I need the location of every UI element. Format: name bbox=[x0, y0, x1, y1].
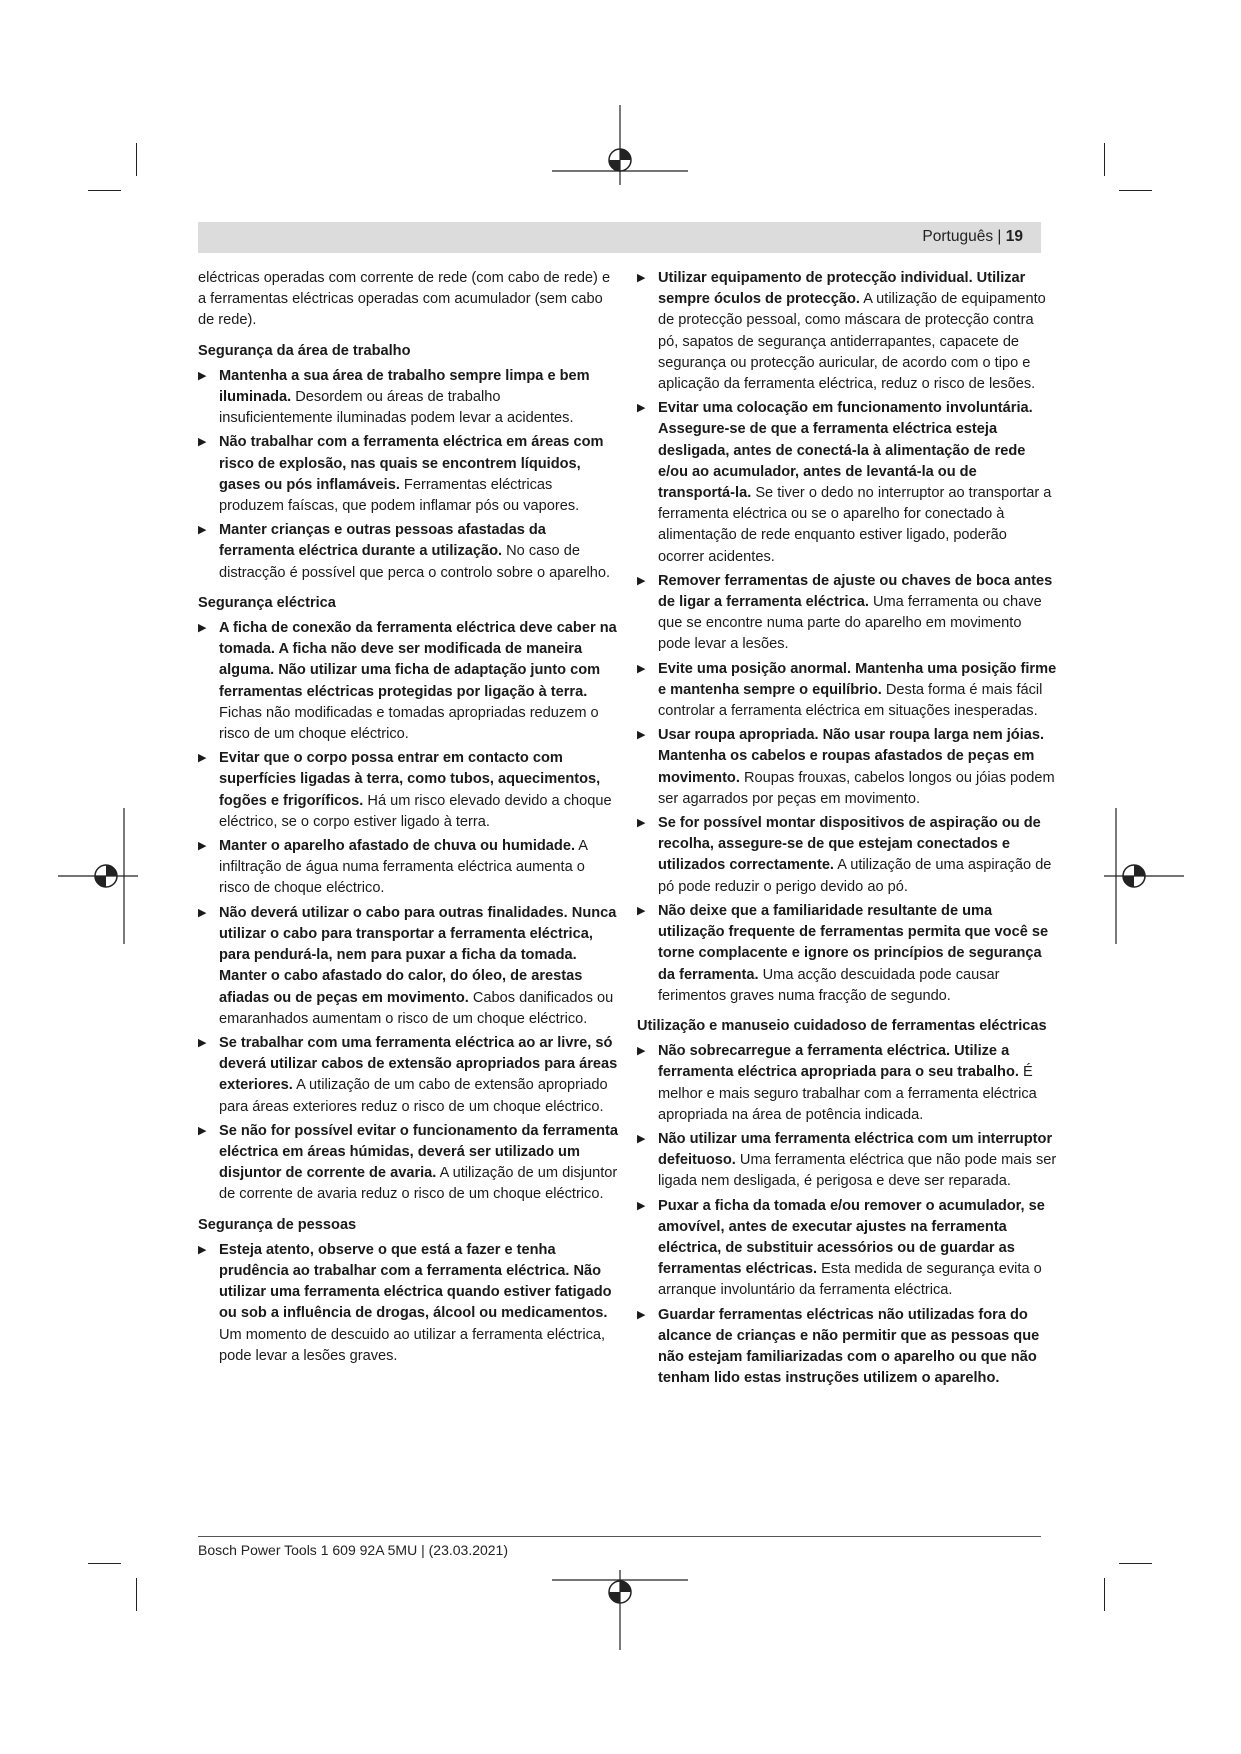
registration-mark-icon bbox=[1104, 808, 1184, 944]
list-item: ▶ Não deverá utilizar o cabo para outras finalidades. Nunca utilizar o cabo para transportar a ferramenta eléctrica, para pendurá-la, nem para puxar a ficha da tomada. Manter o cabo afastado do calor, do óleo, de arestas afiadas ou de peças em movimento. Cabos danificados ou emaranhados aumentam o risco de um choque eléctrico. bbox=[198, 903, 618, 1030]
crop-mark bbox=[88, 190, 121, 191]
header-text bbox=[922, 228, 1023, 246]
registration-mark-icon bbox=[552, 105, 688, 185]
list-item: ▶ Guardar ferramentas eléctricas não utilizadas fora do alcance de crianças e não permitir que as pessoas que não estejam familiarizadas com o aparelho ou que não tenham lido estas instruções utilizem o aparelho. bbox=[637, 1305, 1057, 1390]
list-item: ▶ Remover ferramentas de ajuste ou chaves de boca antes de ligar a ferramenta eléctrica. Uma ferramenta ou chave que se encontre numa parte do aparelho em movimento pode levar a lesões. bbox=[637, 571, 1057, 656]
section-heading: Segurança eléctrica bbox=[198, 594, 336, 611]
crop-mark bbox=[1119, 1563, 1152, 1564]
list-item: ▶ Evite uma posição anormal. Mantenha uma posição firme e mantenha sempre o equilíbrio. Desta forma é mais fácil controlar a ferramenta eléctrica em situações inesperadas. bbox=[637, 659, 1057, 723]
crop-mark bbox=[136, 1578, 137, 1611]
list-item: ▶ Puxar a ficha da tomada e/ou remover o acumulador, se amovível, antes de executar ajustes na ferramenta eléctrica, de substituir acessórios ou de guardar as ferramentas eléctricas. Esta medida de segurança evita o arranque involuntário da ferramenta eléctrica. bbox=[637, 1196, 1057, 1302]
right-column bbox=[637, 268, 1057, 1392]
registration-mark-icon bbox=[552, 1570, 688, 1650]
list-item: ▶ Não utilizar uma ferramenta eléctrica com um interruptor defeituoso. Uma ferramenta eléctrica que não pode mais ser ligada nem desligada, é perigosa e deve ser reparada. bbox=[637, 1129, 1057, 1193]
section-heading: Utilização e manuseio cuidadoso de ferramentas eléctricas bbox=[637, 1017, 1047, 1034]
section-heading: Segurança de pessoas bbox=[198, 1216, 357, 1233]
intro-paragraph: eléctricas operadas com corrente de rede (com cabo de rede) e a ferramentas eléctricas operadas com acumulador (sem cabo de rede). bbox=[198, 270, 611, 329]
list-item: ▶ Não sobrecarregue a ferramenta eléctrica. Utilize a ferramenta eléctrica apropriada para o seu trabalho. É melhor e mais seguro trabalhar com a ferramenta eléctrica apropriada na área de potência indicada. bbox=[637, 1041, 1057, 1126]
crop-mark bbox=[1104, 143, 1105, 176]
footer-divider bbox=[198, 1536, 1041, 1537]
list-item: ▶ Manter crianças e outras pessoas afastadas da ferramenta eléctrica durante a utilização. No caso de distracção é possível que perca o controlo sobre o aparelho. bbox=[198, 520, 618, 584]
page-number: 19 bbox=[1005, 228, 1023, 245]
list-item: ▶ Esteja atento, observe o que está a fazer e tenha prudência ao trabalhar com a ferramenta eléctrica. Não utilizar uma ferramenta eléctrica quando estiver fatigado ou sob a influência de drogas, álcool ou medicamentos. Um momento de descuido ao utilizar a ferramenta eléctrica, pode levar a lesões graves. bbox=[198, 1240, 618, 1367]
page-header bbox=[198, 222, 1041, 253]
crop-mark bbox=[88, 1563, 121, 1564]
list-item: ▶ Não trabalhar com a ferramenta eléctrica em áreas com risco de explosão, nas quais se encontrem líquidos, gases ou pós inflamáveis. Ferramentas eléctricas produzem faíscas, que podem inflamar pós ou vapores. bbox=[198, 432, 618, 517]
crop-mark bbox=[1104, 1578, 1105, 1611]
section-heading: Segurança da área de trabalho bbox=[198, 342, 411, 359]
registration-mark-icon bbox=[58, 808, 138, 944]
list-item: ▶ A ficha de conexão da ferramenta eléctrica deve caber na tomada. A ficha não deve ser modificada de maneira alguma. Não utilizar uma ficha de adaptação junto com ferramentas eléctricas protegidas por ligação à terra. Fichas não modificadas e tomadas apropriadas reduzem o risco de um choque eléctrico. bbox=[198, 618, 618, 745]
page-footer: Bosch Power Tools 1 609 92A 5MU | (23.03.2021) bbox=[198, 1542, 509, 1558]
crop-mark bbox=[136, 143, 137, 176]
list-item: ▶ Evitar uma colocação em funcionamento involuntária. Assegure-se de que a ferramenta eléctrica esteja desligada, antes de conectá-la à alimentação de rede e/ou ao acumulador, antes de levantá-la ou de transportá-la. Se tiver o dedo no interruptor ao transportar a ferramenta eléctrica ou se o aparelho for conectado à alimentação de rede enquanto estiver ligado, poderão ocorrer acidentes. bbox=[637, 398, 1057, 568]
list-item: ▶ Evitar que o corpo possa entrar em contacto com superfícies ligadas à terra, como tubos, aquecimentos, fogões e frigoríficos. Há um risco elevado devido a choque eléctrico, se o corpo estiver ligado à terra. bbox=[198, 748, 618, 833]
list-item: ▶ Manter o aparelho afastado de chuva ou humidade. A infiltração de água numa ferramenta eléctrica aumenta o risco de choque eléctrico. bbox=[198, 836, 618, 900]
list-item: ▶ Usar roupa apropriada. Não usar roupa larga nem jóias. Mantenha os cabelos e roupas afastados de peças em movimento. Roupas frouxas, cabelos longos ou jóias podem ser agarrados por peças em movimento. bbox=[637, 725, 1057, 810]
header-language: Português bbox=[922, 228, 994, 245]
list-item: ▶ Se não for possível evitar o funcionamento da ferramenta eléctrica em áreas húmidas, deverá ser utilizado um disjuntor de corrente de avaria. A utilização de um disjuntor de corrente de avaria reduz o risco de um choque eléctrico. bbox=[198, 1121, 618, 1206]
header-separator: | bbox=[997, 228, 1002, 245]
list-item: ▶ Se for possível montar dispositivos de aspiração ou de recolha, assegure-se de que estejam conectados e utilizados correctamente. A utilização de uma aspiração de pó pode reduzir o perigo devido ao pó. bbox=[637, 813, 1057, 898]
list-item: ▶ Não deixe que a familiaridade resultante de uma utilização frequente de ferramentas permita que você se torne complacente e ignore os princípios de segurança da ferramenta. Uma acção descuidada pode causar ferimentos graves numa fracção de segundo. bbox=[637, 901, 1057, 1007]
left-column bbox=[198, 268, 618, 1370]
list-item: ▶ Mantenha a sua área de trabalho sempre limpa e bem iluminada. Desordem ou áreas de trabalho insuficientemente iluminadas podem levar a acidentes. bbox=[198, 366, 618, 430]
list-item: ▶ Utilizar equipamento de protecção individual. Utilizar sempre óculos de protecção. A utilização de equipamento de protecção pessoal, como máscara de protecção contra pó, sapatos de segurança antiderrapantes, capacete de segurança ou protecção auricular, de acordo com o tipo e aplicação da ferramenta eléctrica, reduz o risco de lesões. bbox=[637, 268, 1057, 395]
crop-mark bbox=[1119, 190, 1152, 191]
list-item: ▶ Se trabalhar com uma ferramenta eléctrica ao ar livre, só deverá utilizar cabos de extensão apropriados para áreas exteriores. A utilização de um cabo de extensão apropriado para áreas exteriores reduz o risco de um choque eléctrico. bbox=[198, 1033, 618, 1118]
